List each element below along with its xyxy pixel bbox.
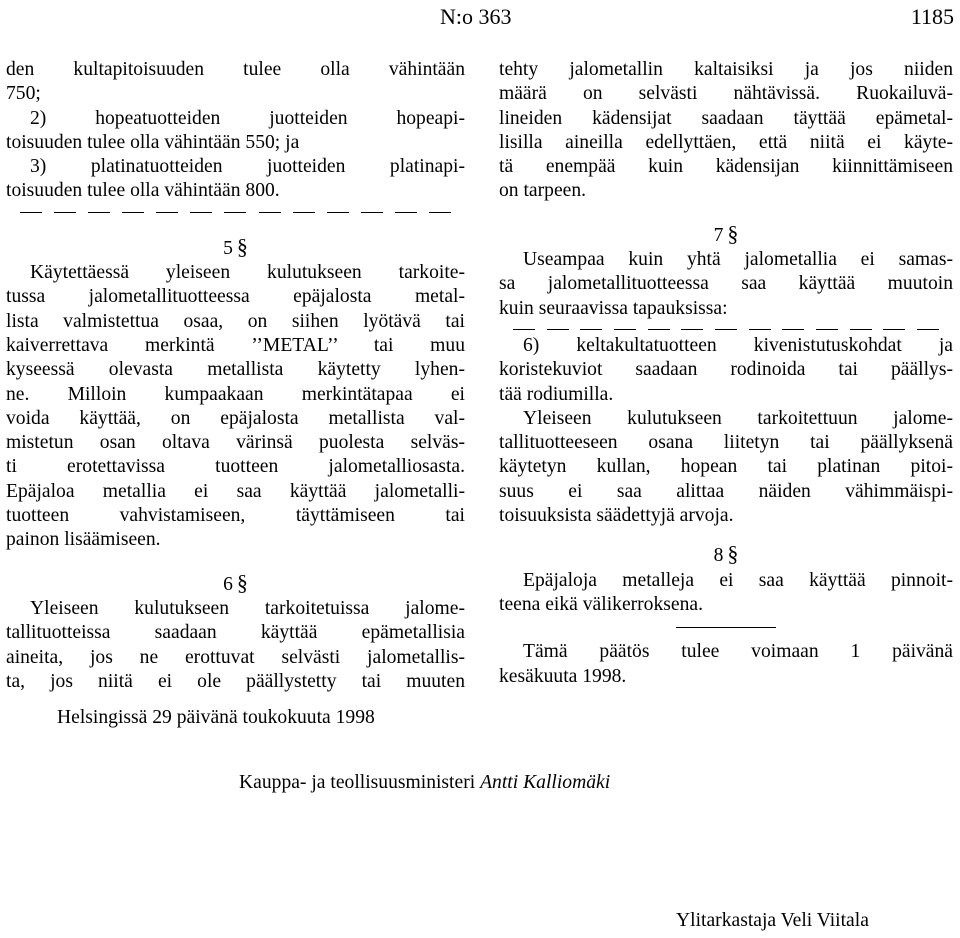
text-line: ti erotettavissa tuotteen jalometalliosasta.	[6, 456, 465, 478]
place-and-date: Helsingissä 29 päivänä toukokuuta 1998	[57, 707, 375, 728]
section-5-text	[6, 261, 465, 553]
section-7-item-6	[499, 334, 953, 407]
text-line: painon lisäämiseen.	[6, 529, 161, 551]
section-8-text	[499, 569, 953, 618]
text-line: 3) platinatuotteiden juotteiden platinapi-	[30, 156, 465, 178]
text-line: kesäkuuta 1998.	[499, 665, 627, 687]
entry-into-force	[499, 640, 953, 689]
section-7-paragraph-2	[499, 407, 953, 528]
text-line: lisilla aineilla edellyttäen, että niitä ei käyte-	[499, 131, 953, 153]
signature-minister	[239, 772, 610, 794]
text-line: kuin seuraavissa tapauksissa:	[499, 297, 728, 319]
text-line: aineita, jos ne erottuvat selvästi jalometallis-	[6, 646, 465, 668]
text-line: on tarpeen.	[499, 180, 587, 202]
signature-inspector: Ylitarkastaja Veli Viitala	[676, 910, 869, 931]
text-line: määrä on selvästi nähtävissä. Ruokailuvä-	[499, 83, 953, 105]
text-line: kaiverrettava merkintä ’’METAL’’ tai muu	[6, 334, 465, 356]
text-line: toisuuden tulee olla vähintään 550; ja	[6, 131, 300, 153]
paragraph-continuation	[499, 58, 953, 204]
section-number: 5	[223, 237, 233, 259]
section-number: 8	[713, 545, 724, 567]
text-line: Useampaa kuin yhtä jalometallia ei samas-	[523, 249, 953, 271]
text-line: lineiden kädensijat saadaan täyttää epämetal-	[499, 107, 953, 129]
section-number: 6	[223, 573, 233, 595]
text-line: suus ei saa alittaa näiden vähimmäispi-	[499, 480, 953, 502]
text-line: Yleiseen kulutukseen tarkoitetuissa jalome-	[30, 597, 465, 619]
right-column	[499, 58, 953, 689]
section-number: 7	[713, 224, 724, 246]
section-6-text	[6, 597, 465, 694]
text-line: teena eikä välikerroksena.	[499, 593, 703, 615]
text-line: tä enempää kuin kädensijan kiinnittämiseen	[499, 156, 953, 178]
text-line: koristekuviot saadaan rodinoida tai päällys-	[499, 359, 953, 381]
section-heading-5	[6, 235, 465, 261]
text-line: toisuuden tulee olla vähintään 800.	[6, 180, 280, 202]
separator-rule	[676, 627, 776, 628]
text-line: sa jalometallituotteessa saa käyttää muutoin	[499, 273, 953, 295]
paragraph-purity	[6, 58, 465, 204]
text-line: Yleiseen kulutukseen tarkoitettuun jalome-	[523, 407, 953, 429]
issue-number: N:o 363	[440, 4, 512, 29]
text-line: 750;	[6, 83, 41, 105]
text-line: tallituotteissa saadaan käyttää epämetallisia	[6, 622, 465, 644]
text-line: ne. Milloin kumpaakaan merkintätapaa ei	[6, 383, 465, 405]
text-line: 2) hopeatuotteiden juotteiden hopeapi-	[30, 107, 465, 129]
left-column	[6, 58, 465, 694]
text-line: Epäjaloja metalleja ei saa käyttää pinnoit-	[523, 569, 953, 591]
text-line: toisuuksista säädettyjä arvoja.	[499, 505, 734, 527]
text-line: käytetyn kullan, hopean tai platinan pitoi-	[499, 456, 953, 478]
text-line: kyseessä olevasta metallista käytetty lyhen-	[6, 359, 465, 381]
text-line: tehty jalometallin kaltaisiksi ja jos niiden	[499, 59, 953, 80]
section-7-text	[499, 248, 953, 321]
section-heading-8	[499, 542, 953, 568]
text-line: lista valmistettua osaa, on siihen lyötävä tai	[6, 310, 465, 332]
minister-title: Kauppa- ja teollisuusministeri	[239, 772, 476, 793]
text-line: mistetun osan oltava värinsä puolesta selväs-	[6, 432, 465, 454]
text-line: Tämä päätös tulee voimaan 1 päivänä	[523, 641, 953, 663]
text-line: den kultapitoisuuden tulee olla vähintään	[6, 59, 465, 80]
section-heading-7	[499, 222, 953, 248]
text-line: ta, jos niitä ei ole päällystetty tai muuten	[6, 670, 465, 692]
section-heading-6	[6, 571, 465, 597]
text-line: voida käyttää, on epäjalosta metallista val-	[6, 407, 465, 429]
text-line: 6) keltakultatuotteen kivenistutuskohdat ja	[523, 334, 953, 356]
page-number: 1185	[910, 4, 954, 29]
section-sign: §	[727, 220, 739, 246]
minister-name: Antti Kalliomäki	[480, 772, 611, 793]
text-line: tää rodiumilla.	[499, 383, 614, 405]
section-sign: §	[236, 233, 248, 259]
text-line: tallituotteeseen osana liitetyn tai päällyksenä	[499, 432, 953, 454]
omission-dashes	[6, 204, 465, 217]
text-line: tussa jalometallituotteessa epäjalosta metal-	[6, 286, 465, 308]
section-sign: §	[236, 569, 248, 595]
section-sign: §	[727, 541, 739, 567]
text-line: Epäjaloa metallia ei saa käyttää jalometalli-	[6, 480, 465, 502]
omission-dashes	[499, 321, 953, 334]
text-line: tuotteen vahvistamiseen, täyttämiseen tai	[6, 505, 465, 527]
text-line: Käytettäessä yleiseen kulutukseen tarkoite-	[30, 262, 465, 284]
